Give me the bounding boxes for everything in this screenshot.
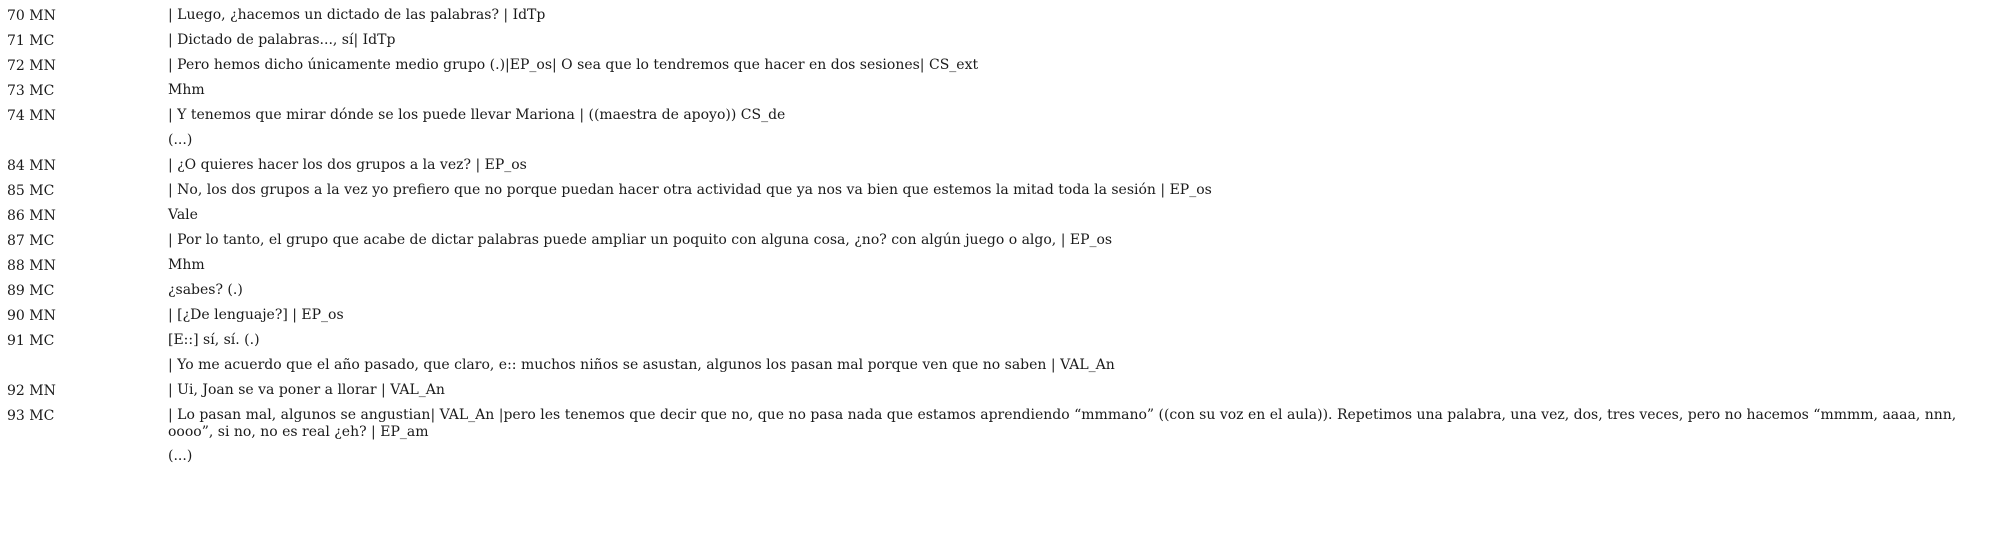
turn-utterance: | Pero hemos dicho únicamente medio grupo (.)|EP_os| O sea que lo tendremos que hacer en dos sesiones| CS_ext	[168, 57, 979, 73]
turn-speaker: 92 MN	[7, 383, 56, 399]
transcript-row	[0, 332, 2001, 357]
transcript-row	[0, 182, 2001, 207]
turn-speaker: 72 MN	[7, 58, 56, 74]
turn-utterance: | Lo pasan mal, algunos se angustian| VAL_An |pero les tenemos que decir que no, que no pasa nada que estamos aprendiendo “mmmano” ((con su voz en el aula)). Repetimos una palabra, una vez, dos, tres veces, pero no hacemos “mmmm, aaaa, nnn, oooo”, si no, no es real ¿eh? | EP_am	[168, 407, 1957, 440]
transcript-row	[0, 407, 2001, 448]
transcript-row	[0, 307, 2001, 332]
transcript-row	[0, 32, 2001, 57]
transcript-row	[0, 382, 2001, 407]
turn-utterance: (...)	[168, 132, 193, 148]
transcript-row	[0, 207, 2001, 232]
turn-utterance: | Y tenemos que mirar dónde se los puede llevar Mariona | ((maestra de apoyo)) CS_de	[168, 107, 786, 123]
turn-speaker: 84 MN	[7, 158, 56, 174]
transcript-row	[0, 132, 2001, 157]
turn-utterance: | [¿De lenguaje?] | EP_os	[168, 307, 344, 323]
turn-speaker: 71 MC	[7, 33, 55, 49]
turn-speaker: 90 MN	[7, 308, 56, 324]
turn-utterance: | Luego, ¿hacemos un dictado de las palabras? | IdTp	[168, 7, 546, 23]
transcript-row	[0, 448, 2001, 473]
turn-utterance: ¿sabes? (.)	[168, 282, 243, 298]
turn-utterance: Vale	[168, 207, 198, 223]
turn-speaker: 70 MN	[7, 8, 56, 24]
transcript-row	[0, 257, 2001, 282]
transcript-row	[0, 82, 2001, 107]
turn-utterance: | ¿O quieres hacer los dos grupos a la vez? | EP_os	[168, 157, 527, 173]
turn-speaker: 88 MN	[7, 258, 56, 274]
turn-speaker: 85 MC	[7, 183, 55, 199]
turn-speaker: 86 MN	[7, 208, 56, 224]
turn-utterance: [E::] sí, sí. (.)	[168, 332, 260, 348]
turn-speaker: 73 MC	[7, 83, 55, 99]
turn-utterance: | No, los dos grupos a la vez yo prefiero que no porque puedan hacer otra actividad que ya nos va bien que estemos la mitad toda la sesión | EP_os	[168, 182, 1212, 198]
turn-utterance: Mhm	[168, 257, 205, 273]
turn-speaker: 91 MC	[7, 333, 55, 349]
transcript-row	[0, 157, 2001, 182]
turn-utterance: Mhm	[168, 82, 205, 98]
turn-utterance: | Dictado de palabras..., sí| IdTp	[168, 32, 396, 48]
turn-speaker: 93 MC	[7, 408, 55, 424]
turn-speaker: 87 MC	[7, 233, 55, 249]
transcript-row	[0, 357, 2001, 382]
turn-speaker: 74 MN	[7, 108, 56, 124]
turn-speaker: 89 MC	[7, 283, 55, 299]
transcript-row	[0, 232, 2001, 257]
transcript-row	[0, 282, 2001, 307]
transcript-row	[0, 57, 2001, 82]
turn-utterance: | Por lo tanto, el grupo que acabe de dictar palabras puede ampliar un poquito con alguna cosa, ¿no? con algún juego o algo, | EP_os	[168, 232, 1113, 248]
transcript-row	[0, 107, 2001, 132]
turn-utterance: | Yo me acuerdo que el año pasado, que claro, e:: muchos niños se asustan, algunos los pasan mal porque ven que no saben | VAL_An	[168, 357, 1115, 373]
turn-utterance: | Ui, Joan se va poner a llorar | VAL_An	[168, 382, 445, 398]
transcript-row	[0, 7, 2001, 32]
turn-utterance: (...)	[168, 448, 193, 464]
